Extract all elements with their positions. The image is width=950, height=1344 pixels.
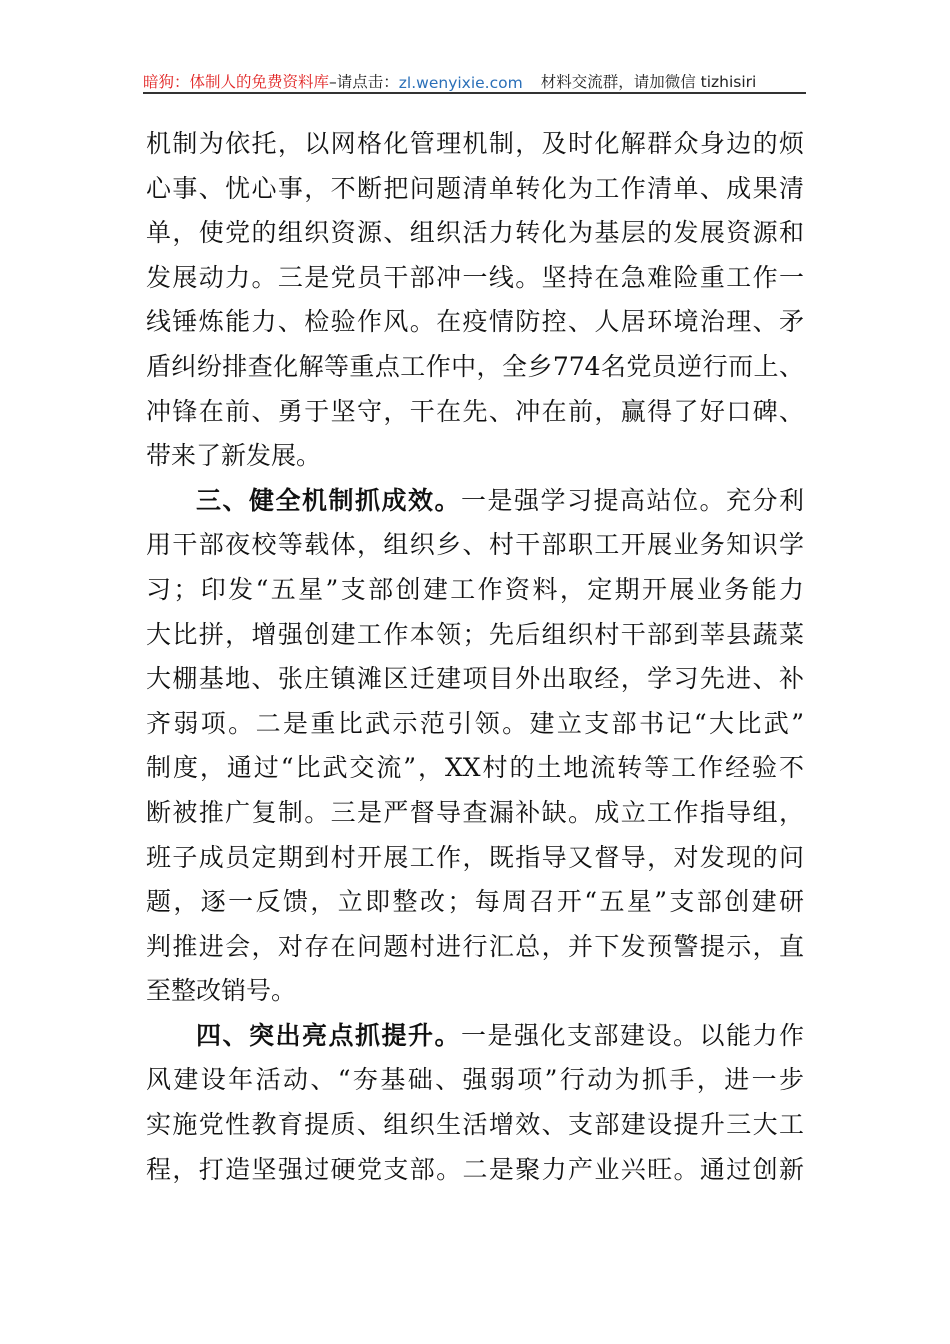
text-line: 大棚基地、张庄镇滩区迁建项目外出取经，学习先进、补 xyxy=(146,664,804,694)
text-span: 一是强化支部建设。以能力作 xyxy=(461,1020,804,1050)
text-line: 心事、忧心事，不断把问题清单转化为工作清单、成果清 xyxy=(146,173,804,203)
text-line: 题，逐一反馈，立即整改；每周召开“五星”支部创建研 xyxy=(146,887,804,917)
text-line: 班子成员定期到村开展工作，既指导又督导，对发现的问 xyxy=(146,842,804,872)
text-line: 单，使党的组织资源、组织活力转化为基层的发展资源和 xyxy=(146,218,804,248)
section-heading: 三、健全机制抓成效。 xyxy=(196,485,461,515)
text-line: 断被推广复制。三是严督导查漏补缺。成立工作指导组， xyxy=(146,797,804,827)
text-line: 风建设年活动、“夯基础、强弱项”行动为抓手，进一步 xyxy=(146,1065,804,1095)
text-line: 程，打造坚强过硬党支部。二是聚力产业兴旺。通过创新 xyxy=(146,1154,804,1184)
section-heading: 四、突出亮点抓提升。 xyxy=(196,1020,461,1050)
promo-text: 暗狗：体制人的免费资料库 xyxy=(143,73,330,91)
text-line: 线锤炼能力、检验作风。在疫情防控、人居环境治理、矛 xyxy=(146,307,804,337)
page-header xyxy=(143,68,806,94)
text-line: 实施党性教育提质、组织生活增效、支部建设提升三大工 xyxy=(146,1110,804,1140)
text-line: 齐弱项。二是重比武示范引领。建立支部书记“大比武” xyxy=(146,708,804,738)
promo-click-text: –请点击： xyxy=(329,73,399,91)
text-line: 机制为依托，以网格化管理机制，及时化解群众身边的烦 xyxy=(146,129,804,158)
text-line: 制度，通过“比武交流”，XX村的土地流转等工作经验不 xyxy=(146,753,804,783)
section-3-first-line xyxy=(146,479,804,524)
section-4-first-line xyxy=(146,1014,804,1059)
text-line: 冲锋在前、勇于坚守，干在先、冲在前，赢得了好口碑、 xyxy=(146,396,804,426)
text-line: 发展动力。三是党员干部冲一线。坚持在急难险重工作一 xyxy=(146,262,804,292)
website-link[interactable]: zl.wenyixie.com xyxy=(398,74,523,92)
text-line: 至整改销号。 xyxy=(146,976,297,1006)
document-body xyxy=(146,122,804,1192)
text-line: 盾纠纷排查化解等重点工作中，全乡774名党员逆行而上、 xyxy=(146,351,804,381)
text-line: 带来了新发展。 xyxy=(146,441,322,471)
contact-text: 材料交流群，请加微信 tizhisiri xyxy=(540,73,757,91)
text-line: 习；印发“五星”支部创建工作资料，定期开展业务能力 xyxy=(146,574,804,604)
text-span: 一是强学习提高站位。充分利 xyxy=(461,485,804,515)
text-line: 大比拼，增强创建工作本领；先后组织村干部到莘县蔬菜 xyxy=(146,619,804,649)
text-line: 判推进会，对存在问题村进行汇总，并下发预警提示，直 xyxy=(146,931,804,961)
text-line: 用干部夜校等载体，组织乡、村干部职工开展业务知识学 xyxy=(146,530,804,560)
